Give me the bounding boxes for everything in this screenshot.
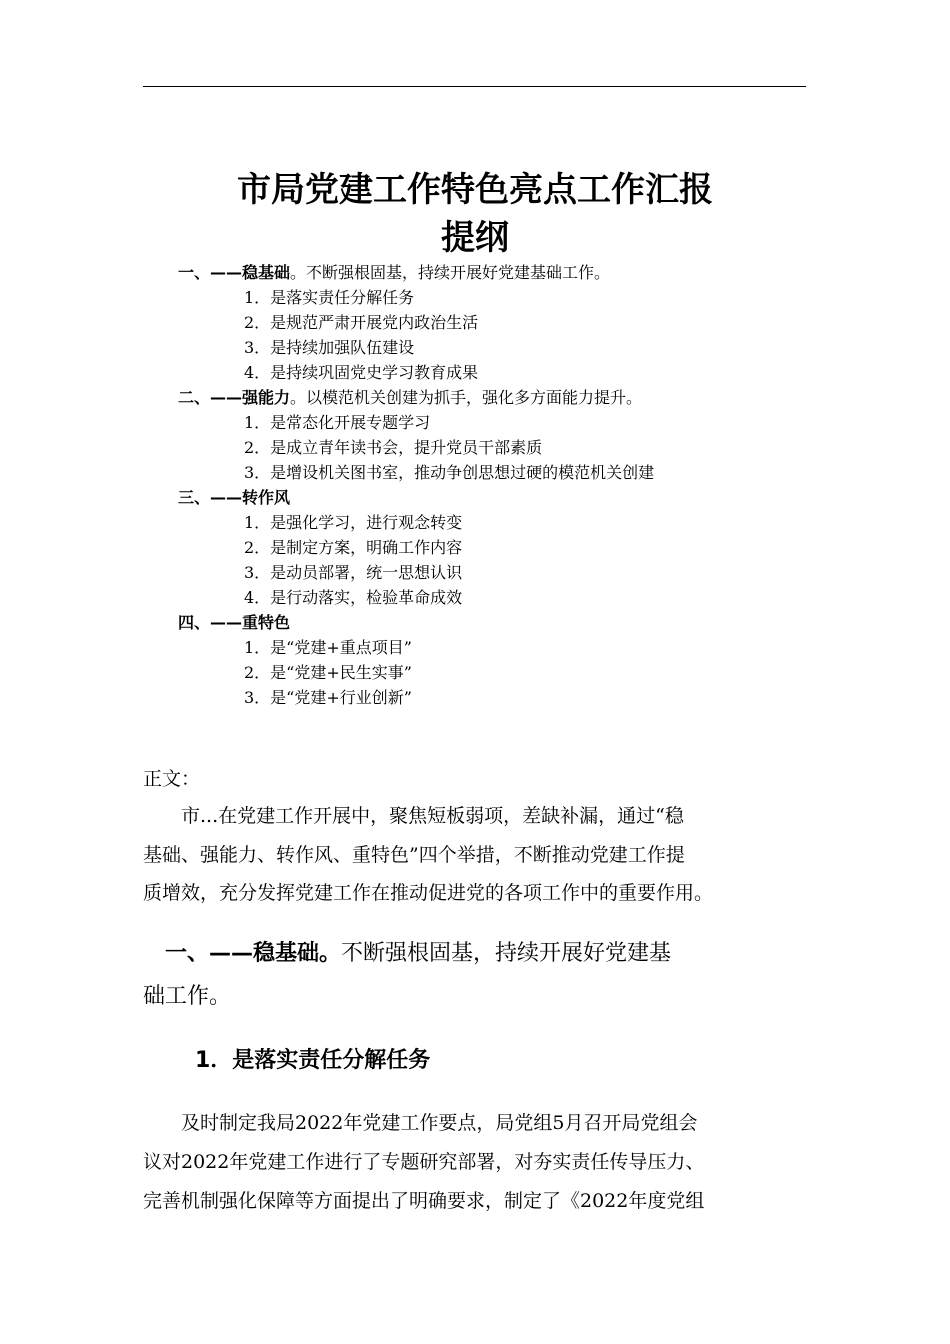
outline-item: 1．是常态化开展专题学习 xyxy=(244,413,431,432)
paragraph-line: 议对2022年党建工作进行了专题研究部署，对夯实责任传导压力、 xyxy=(143,1151,705,1173)
outline-item: 3．是动员部署，统一思想认识 xyxy=(244,563,463,582)
document-subtitle: 提纲 xyxy=(441,218,509,258)
outline-section-number: 二、 xyxy=(178,388,211,407)
outline-section-text: 。以模范机关创建为抓手，强化多方面能力提升。 xyxy=(290,388,643,407)
outline-section-1 xyxy=(178,262,610,284)
document-title: 市局党建工作特色亮点工作汇报 xyxy=(237,170,713,210)
outline-section-heading: ——稳基础 xyxy=(210,263,291,282)
outline-section-number: 四、 xyxy=(178,613,211,632)
outline-item: 2．是规范严肃开展党内政治生活 xyxy=(244,313,479,332)
outline-item: 3．是持续加强队伍建设 xyxy=(244,338,415,357)
outline-section-number: 一、 xyxy=(178,263,211,282)
intro-line: 质增效，充分发挥党建工作在推动促进党的各项工作中的重要作用。 xyxy=(143,882,714,904)
body-label: 正文： xyxy=(143,768,201,790)
outline-section-4 xyxy=(178,612,290,634)
outline-item: 4．是行动落实，检验革命成效 xyxy=(244,588,463,607)
outline-item: 3．是增设机关图书室，推动争创思想过硬的模范机关创建 xyxy=(244,463,655,482)
intro-line: 市...在党建工作开展中，聚焦短板弱项，差缺补漏，通过“稳 xyxy=(143,805,684,827)
outline-item: 4．是持续巩固党史学习教育成果 xyxy=(244,363,479,382)
outline-item: 2．是“党建+民生实事” xyxy=(244,663,412,682)
intro-line: 基础、强能力、转作风、重特色”四个举措，不断推动党建工作提 xyxy=(143,844,685,866)
outline-section-text: 。不断强根固基，持续开展好党建基础工作。 xyxy=(290,263,611,282)
section-1-heading xyxy=(143,935,806,973)
outline-item: 3．是“党建+行业创新” xyxy=(244,688,412,707)
outline-item: 2．是制定方案，明确工作内容 xyxy=(244,538,463,557)
outline-section-3 xyxy=(178,487,290,509)
outline-item: 1．是强化学习，进行观念转变 xyxy=(244,513,463,532)
outline-section-2 xyxy=(178,387,642,409)
outline-item: 2．是成立青年读书会，提升党员干部素质 xyxy=(244,438,543,457)
section-1-heading-cont: 础工作。 xyxy=(143,984,232,1009)
outline-section-heading: ——转作风 xyxy=(210,488,291,507)
paragraph-line: 及时制定我局2022年党建工作要点，局党组5月召开局党组会 xyxy=(143,1112,698,1134)
section-1-heading-text: 不断强根固基，持续开展好党建基 xyxy=(341,941,672,966)
outline-item: 1．是落实责任分解任务 xyxy=(244,288,415,307)
header-rule xyxy=(143,86,806,87)
outline-section-number: 三、 xyxy=(178,488,211,507)
outline-section-heading: ——强能力 xyxy=(210,388,291,407)
outline-item: 1．是“党建+重点项目” xyxy=(244,638,412,657)
section-1-heading-bold: 一、——稳基础。 xyxy=(165,941,342,966)
outline-section-heading: ——重特色 xyxy=(210,613,291,632)
paragraph-line: 完善机制强化保障等方面提出了明确要求，制定了《2022年度党组 xyxy=(143,1190,705,1212)
subsection-1-heading: 1．是落实责任分解任务 xyxy=(195,1048,431,1073)
